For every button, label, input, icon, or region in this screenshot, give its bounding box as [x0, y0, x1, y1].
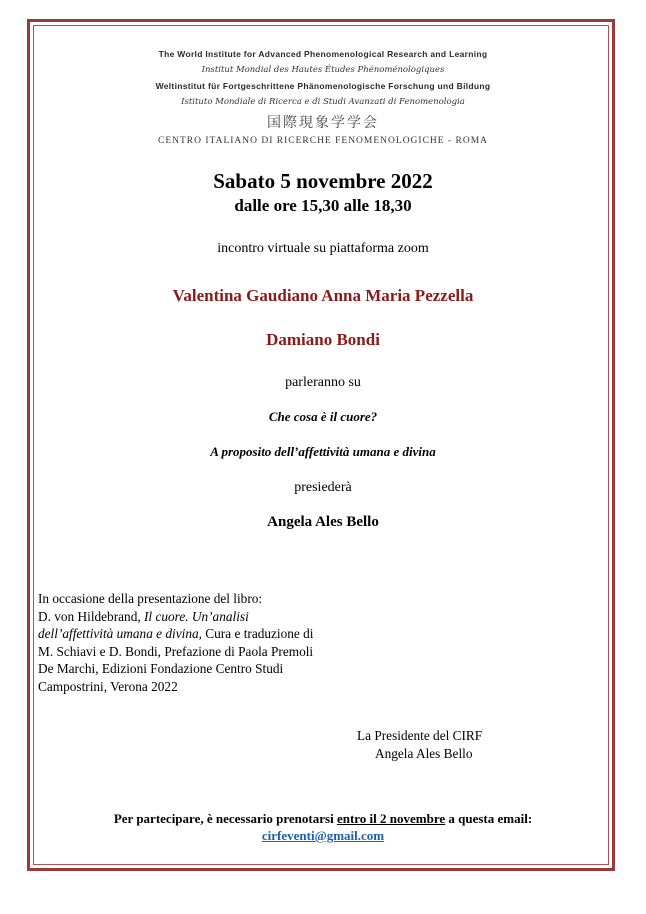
event-hours: dalle ore 15,30 alle 18,30	[234, 196, 412, 215]
registration-text-before: Per partecipare, è necessario prenotarsi	[113, 811, 337, 826]
book-intro: In occasione della presentazione del libro:	[38, 591, 263, 606]
book-line-5: De Marchi, Edizioni Fondazione Centro Studi	[38, 661, 284, 676]
book-presentation	[38, 590, 313, 695]
institute-name-ja: 国際現象学学会	[267, 115, 379, 131]
registration-deadline: entro il 2 novembre	[336, 811, 446, 826]
chair-name: Angela Ales Bello	[267, 514, 379, 530]
book-editor-intro: Cura e traduzione di	[201, 626, 314, 641]
event-date: Sabato 5 novembre 2022	[213, 169, 433, 193]
book-line-6: Campostrini, Verona 2022	[38, 678, 178, 694]
registration-text-after: a questa email:	[445, 811, 533, 826]
institute-name-fr: Institut Mondial des Hautes Études Phénoménologiques	[201, 65, 445, 75]
registration-note	[0, 811, 646, 827]
book-line-4: M. Schiavi e D. Bondi, Prefazione di Paola Premoli	[38, 643, 314, 659]
book-author: D. von Hildebrand,	[38, 608, 144, 624]
chair-intro: presiederà	[294, 480, 352, 495]
signature-role: La Presidente del CIRF	[357, 728, 483, 743]
institute-name-it: Istituto Mondiale di Ricerca e di Studi Avanzati di Fenomenologia	[181, 97, 465, 107]
talk-subtitle: A proposito dell’affettività umana e divina	[210, 444, 436, 459]
institute-name-en: The World Institute for Advanced Phenomenological Research and Learning	[158, 49, 488, 59]
speakers-line-1: Valentina Gaudiano Anna Maria Pezzella	[172, 286, 474, 305]
book-line-3	[38, 625, 313, 643]
talk-title: Che cosa è il cuore?	[268, 409, 378, 424]
talk-intro: parleranno su	[285, 375, 361, 390]
email-row	[0, 828, 646, 844]
signature-name: Angela Ales Bello	[375, 746, 473, 761]
contact-email-link[interactable]: cirfeventi@gmail.com	[261, 828, 385, 843]
event-format: incontro virtuale su piattaforma zoom	[217, 241, 429, 256]
book-title-1: Il cuore. Un’analisi	[144, 608, 249, 624]
book-line-2	[38, 608, 313, 626]
centro-italiano-name: CENTRO ITALIANO DI RICERCHE FENOMENOLOGICHE - ROMA	[158, 136, 488, 146]
institute-name-de: Weltinstitut für Fortgeschrittene Phänomenologische Forschung und Bildung	[155, 81, 491, 91]
speakers-line-2: Damiano Bondi	[266, 330, 380, 349]
book-title-2: dell’affettività umana e divina,	[38, 626, 202, 641]
